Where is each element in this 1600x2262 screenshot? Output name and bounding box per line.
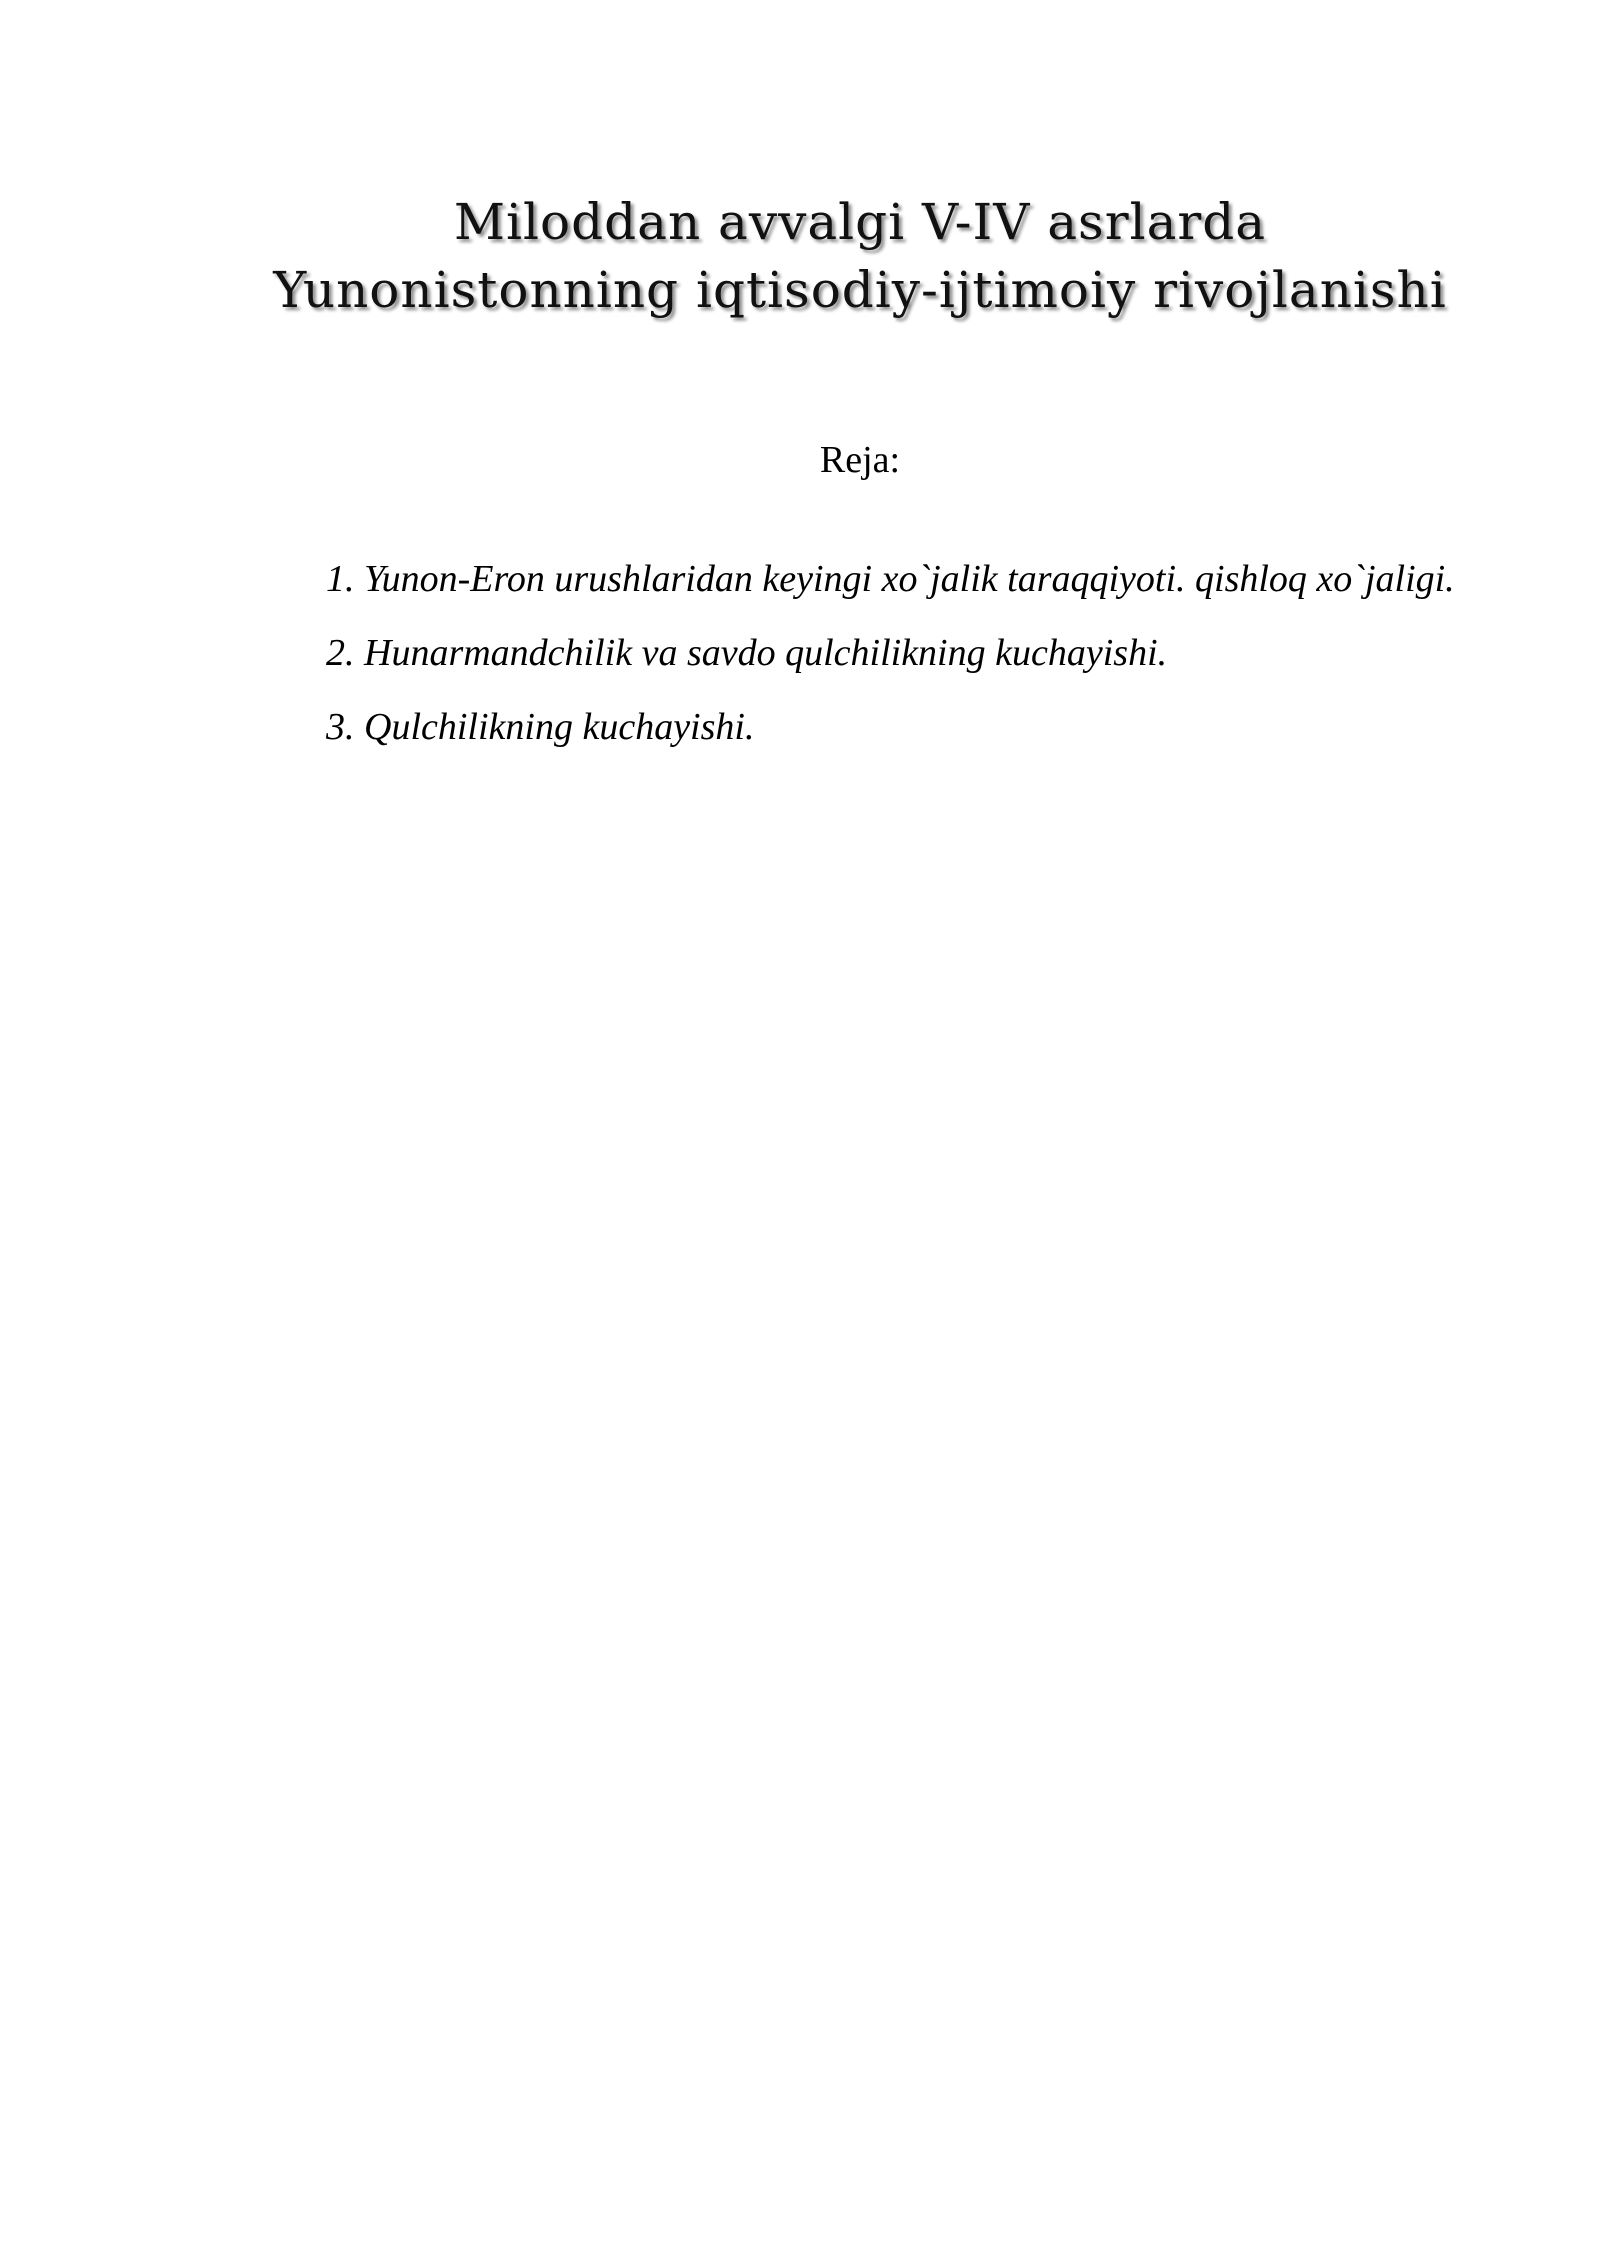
plan-item-1: 1. Yunon-Eron urushlaridan keyingi xo`jalik taraqqiyoti. qishloq xo`jaligi. (326, 558, 1455, 600)
plan-list (228, 542, 1492, 764)
plan-item-3: 3. Qulchilikning kuchayishi. (326, 706, 755, 748)
plan-heading: Reja: (819, 439, 901, 481)
title-line-2: Yunonistonning iqtisodiy-ijtimoiy rivojlanishi (273, 261, 1447, 319)
plan-item-2: 2. Hunarmandchilik va savdo qulchilikning kuchayishi. (326, 632, 1168, 674)
title-line-1: Miloddan avvalgi V-IV asrlarda (453, 193, 1267, 251)
document-title (200, 188, 1520, 324)
